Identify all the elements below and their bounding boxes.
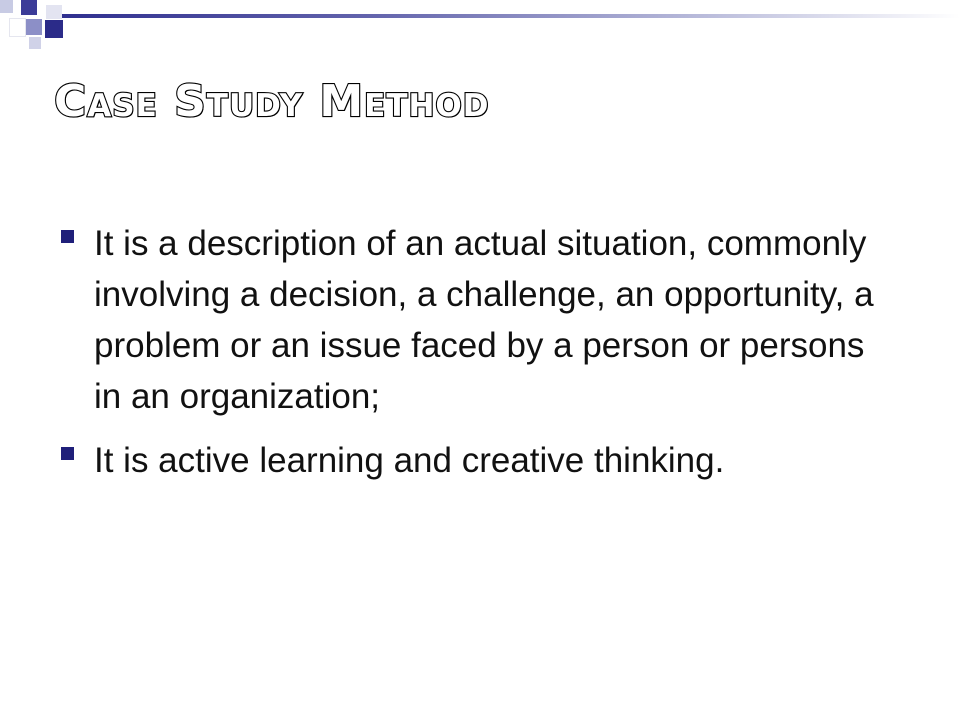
decor-square [46,5,62,19]
bullet-item [60,218,900,422]
decor-square [29,37,41,49]
bullet-text: It is a description of an actual situation, commonly involving a decision, a challenge, an opportunity, a problem or an issue faced by a person or persons in an organization; [94,224,874,416]
square-bullet-icon [61,447,74,460]
bullet-list [60,218,900,499]
decor-square [0,0,13,13]
bullet-text: It is active learning and creative thinking. [94,441,725,480]
bullet-item [60,435,900,486]
square-bullet-icon [61,230,74,243]
decor-square [45,20,63,38]
decor-square [9,18,26,37]
top-gradient-line [62,14,960,18]
slide-title: Case Study Method [54,76,490,127]
decor-square [26,19,42,35]
decor-square [21,0,37,15]
